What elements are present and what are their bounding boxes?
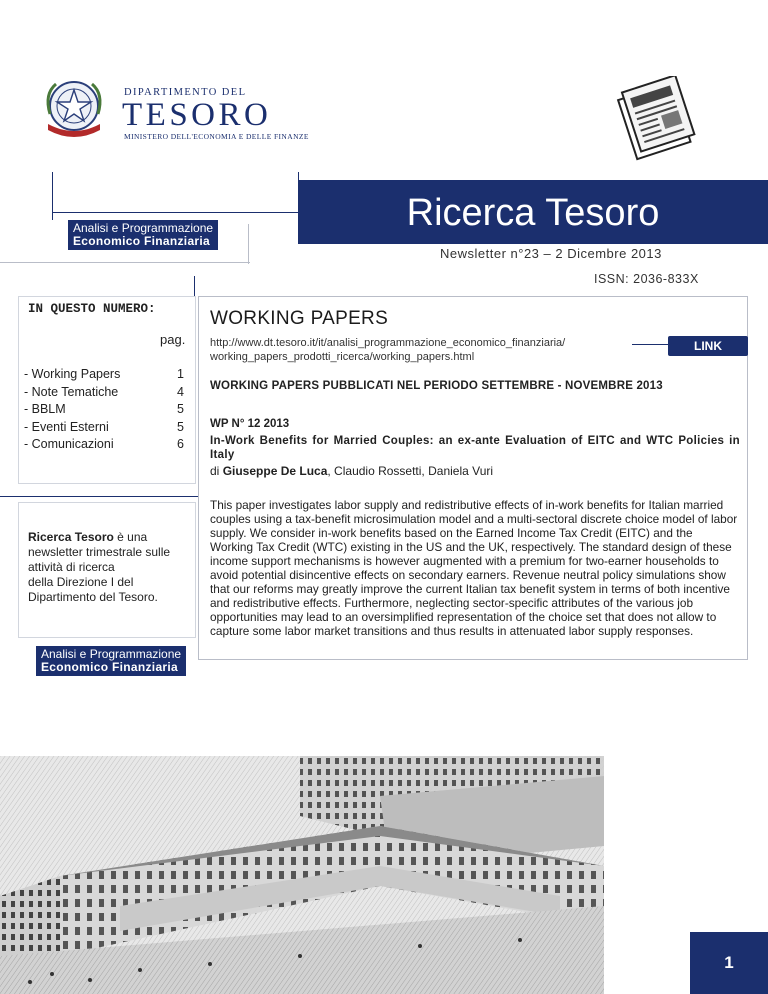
- republic-emblem-icon: [40, 74, 108, 142]
- issn: ISSN: 2036-833X: [594, 272, 699, 286]
- department-top-label: DIPARTIMENTO DEL: [124, 87, 247, 98]
- frame-line: [52, 212, 298, 213]
- newsletter-title: Ricerca Tesoro: [298, 180, 768, 244]
- paper-abstract: This paper investigates labor supply and redistributive effects of in-work benefits for Italian married couples using a tax-benefit microsimulation model and a multi-sectoral discrete choice model of labor supply. We consider in-work benefits based on the Earned Income Tax Credit (EITC) and the Working Tax Credit (WTC) existing in the US and the UK, respectively. The standard design of these income support mechanisms is however augmented with a premium for two-earner households to avoid potential disincentive effects on secondary earners. Revenue neutral policy simulations show that our reforms may greatly improve the current Italian tax benefit system in terms of both incentive and redistributive effects. Furthermore, neglecting sector-specific attributes of the various job opportunities may lead to an oversimplified representation of the choice set that does not allow to capture some labor market transitions and thus results in attenuated labor supply responses.: [210, 498, 738, 638]
- toc-item[interactable]: - Note Tematiche 4: [24, 384, 184, 399]
- frame-line: [248, 224, 249, 264]
- toc-item[interactable]: - Working Papers 1: [24, 367, 184, 381]
- toc-item[interactable]: - Comunicazioni 6: [24, 437, 184, 451]
- frame-line: [0, 496, 198, 497]
- paper-title: In-Work Benefits for Married Couples: an ex-ante Evaluation of EITC and WTC Policies in Italy: [210, 435, 740, 461]
- link-button[interactable]: LINK: [668, 336, 748, 356]
- toc-item[interactable]: - Eventi Esterni 5: [24, 419, 184, 434]
- toc-heading: IN QUESTO NUMERO:: [28, 302, 156, 316]
- working-papers-url[interactable]: http://www.dt.tesoro.it/it/analisi_programmazione_economico_finanziaria/ working_papers_prodotti_ricerca/working_papers.html: [210, 337, 566, 363]
- frame-line: [0, 262, 250, 263]
- page-number: 1: [690, 932, 768, 994]
- link-connector-line: [632, 344, 670, 345]
- paper-authors: di Giuseppe De Luca, Claudio Rossetti, Daniela Vuri: [210, 464, 494, 478]
- toc-list: [24, 366, 184, 454]
- department-badge: [68, 220, 218, 250]
- paper-number: WP N° 12 2013: [210, 418, 290, 430]
- toc-item[interactable]: - BBLM 5: [24, 402, 184, 416]
- about-text: Ricerca Tesoro è una newsletter trimestrale sulle attività di ricerca della Direzione I del Dipartimento del Tesoro.: [28, 530, 171, 604]
- badge-line2: Economico Finanziaria: [73, 234, 210, 248]
- newspaper-icon: [608, 76, 700, 164]
- section-title: WORKING PAPERS: [210, 308, 389, 329]
- toc-page-label: pag.: [160, 332, 186, 347]
- issue-info: Newsletter n°23 – 2 Dicembre 2013: [440, 246, 662, 261]
- ministry-building-engraving: [0, 756, 604, 994]
- ministry-label: MINISTERO DELL'ECONOMIA E DELLE FINANZE: [124, 132, 309, 141]
- badge-line1: Analisi e Programmazione: [73, 221, 214, 235]
- department-name: TESORO: [122, 97, 272, 133]
- section-subtitle: WORKING PAPERS PUBBLICATI NEL PERIODO SETTEMBRE - NOVEMBRE 2013: [210, 380, 663, 392]
- department-badge-bottom: Analisi e Programmazione Economico Finanziaria: [36, 646, 186, 676]
